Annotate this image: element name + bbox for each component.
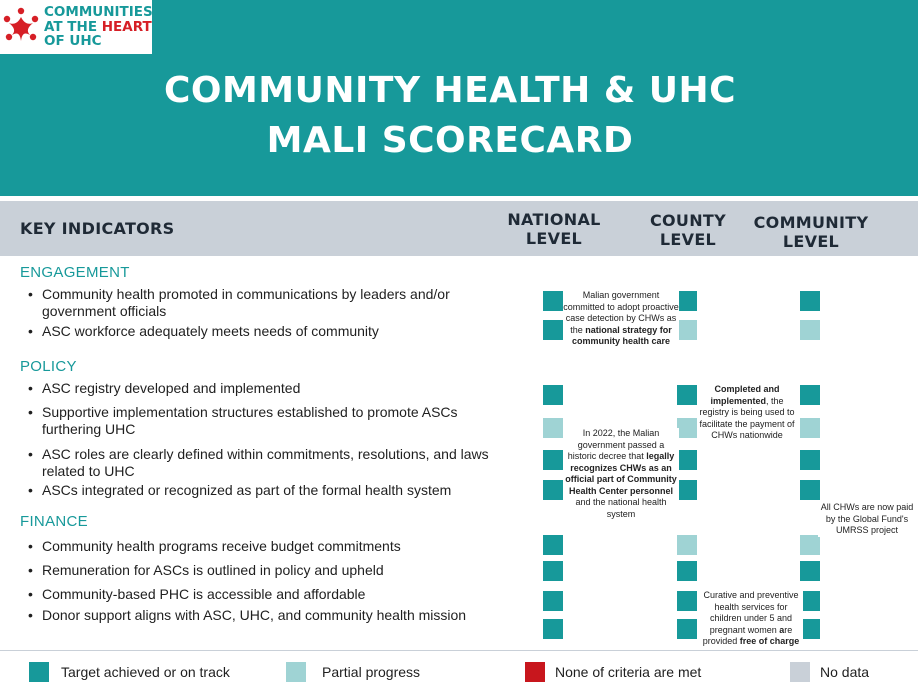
bullet: •: [28, 380, 33, 396]
indicator-row: [28, 404, 498, 438]
national-status-square: [543, 450, 563, 470]
note-national-policy: [563, 428, 679, 520]
community-status-square: [800, 320, 820, 340]
county-status-square: [677, 450, 697, 470]
national-status-square: [543, 619, 563, 639]
community-heading-line-1: COMMUNITY: [753, 213, 869, 232]
national-status-square: [543, 480, 563, 500]
key-indicators-heading: KEY INDICATORS: [20, 219, 175, 238]
indicator-row: [28, 586, 498, 603]
indicator-text: Supportive implementation structures established to promote ASCs furthering UHC: [42, 404, 458, 437]
community-status-square: [800, 619, 820, 639]
note-text: , the registry is being used to facilitate the payment of CHWs nationwide: [699, 395, 795, 440]
county-status-square: [677, 291, 697, 311]
legend-swatch-partial: [286, 662, 306, 682]
indicator-row: [28, 538, 498, 555]
indicator-text: Community-based PHC is accessible and affordable: [42, 586, 366, 602]
national-status-square: [543, 535, 563, 555]
county-status-square: [677, 535, 697, 555]
legend-divider: [0, 650, 918, 651]
county-status-square: [677, 320, 697, 340]
county-status-square: [677, 561, 697, 581]
community-status-square: [800, 385, 820, 405]
indicator-text: ASCs integrated or recognized as part of the formal health system: [42, 482, 452, 498]
community-status-square: [800, 450, 820, 470]
section-policy: POLICY: [20, 358, 77, 375]
note-bold: national strategy for community health care: [571, 324, 672, 346]
legend-swatch-none: [525, 662, 545, 682]
community-status-square: [800, 591, 820, 611]
indicator-row: [28, 323, 498, 340]
legend-label-on-track: Target achieved or on track: [61, 664, 230, 680]
bullet: •: [28, 538, 33, 554]
note-text: Curative and preventive health services for children under 5 and pregnant women: [703, 590, 799, 635]
county-status-square: [677, 480, 697, 500]
note-bold: Completed and implemented: [710, 384, 780, 406]
page-title-line-1: COMMUNITY HEALTH & UHC: [163, 70, 737, 111]
note-bold: free of charge: [739, 636, 800, 646]
county-status-square: [677, 385, 697, 405]
legend-swatch-on-track: [29, 662, 49, 682]
community-status-square: [800, 561, 820, 581]
national-status-square: [543, 385, 563, 405]
logo-line-2: [44, 20, 153, 35]
national-heading-line-1: NATIONAL: [507, 210, 601, 229]
county-status-square: [677, 591, 697, 611]
county-status-square: [677, 619, 697, 639]
bullet: •: [28, 562, 33, 578]
note-bold: legally recognizes CHWs as an official part of Community Health Center personnel: [565, 451, 677, 496]
community-level-heading: [746, 213, 876, 251]
community-status-square: [800, 535, 820, 555]
national-status-square: [543, 291, 563, 311]
bullet: •: [28, 607, 33, 623]
note-bold: a: [779, 624, 785, 635]
indicator-text: ASC workforce adequately meets needs of community: [42, 323, 379, 339]
indicator-row: [28, 482, 498, 499]
legend-label-partial: Partial progress: [322, 664, 421, 680]
county-level-heading: [628, 211, 748, 249]
logo-line-1: COMMUNITIES: [44, 4, 153, 20]
section-finance: FINANCE: [20, 513, 88, 530]
note-text: and the national health system: [575, 497, 667, 519]
county-status-square: [677, 418, 697, 438]
indicator-row: [28, 446, 498, 480]
note-text: In 2022, the Malian government passed a historic decree that: [567, 428, 665, 461]
logo-text: [44, 5, 153, 49]
legend-swatch-no-data: [790, 662, 810, 682]
indicator-text: Community health programs receive budget commitments: [42, 538, 401, 554]
bullet: •: [28, 286, 33, 302]
indicator-row: [28, 286, 498, 320]
indicator-row: [28, 562, 498, 579]
communities-logo-icon: [2, 5, 40, 49]
county-heading-line-2: LEVEL: [659, 230, 717, 249]
note-text: Malian government committed to adopt proactive case detection by CHWs as the: [563, 290, 679, 335]
page-title-line-2: MALI SCORECARD: [266, 120, 634, 161]
indicator-text: Donor support aligns with ASC, UHC, and community health mission: [42, 607, 467, 623]
note-national-engagement: [563, 290, 679, 348]
bullet: •: [28, 586, 33, 602]
logo-line-2-prefix: AT THE: [44, 18, 102, 35]
national-heading-line-2: LEVEL: [525, 229, 583, 248]
indicator-row: [28, 607, 498, 624]
indicator-text: Remuneration for ASCs is outlined in policy and upheld: [42, 562, 384, 578]
section-engagement: ENGAGEMENT: [20, 264, 130, 281]
note-text: re provided: [702, 624, 793, 646]
logo-line-3: OF UHC: [44, 33, 102, 49]
indicator-text: Community health promoted in communications by leaders and/or government officials: [42, 286, 450, 319]
county-heading-line-1: COUNTY: [649, 211, 727, 230]
note-county-policy: [699, 384, 795, 442]
bullet: •: [28, 446, 33, 462]
logo-line-2-highlight: HEART: [101, 18, 152, 35]
bullet: •: [28, 404, 33, 420]
note-community-finance: [818, 502, 916, 537]
community-heading-line-2: LEVEL: [782, 232, 840, 251]
note-text: All CHWs are now paid by the Global Fund's UMRSS project: [820, 502, 914, 535]
community-status-square: [800, 418, 820, 438]
indicator-text: ASC registry developed and implemented: [42, 380, 301, 396]
logo: [0, 0, 152, 54]
community-status-square: [800, 291, 820, 311]
national-status-square: [543, 591, 563, 611]
national-status-square: [543, 418, 563, 438]
legend-label-none: None of criteria are met: [555, 664, 702, 680]
indicator-row: [28, 380, 498, 397]
bullet: •: [28, 482, 33, 498]
note-county-finance: [699, 590, 803, 648]
national-level-heading: [494, 210, 614, 248]
indicator-text: ASC roles are clearly defined within commitments, resolutions, and laws related to UHC: [42, 446, 489, 479]
national-status-square: [543, 561, 563, 581]
bullet: •: [28, 323, 33, 339]
legend-label-no-data: No data: [820, 664, 870, 680]
community-status-square: [800, 480, 820, 500]
national-status-square: [543, 320, 563, 340]
